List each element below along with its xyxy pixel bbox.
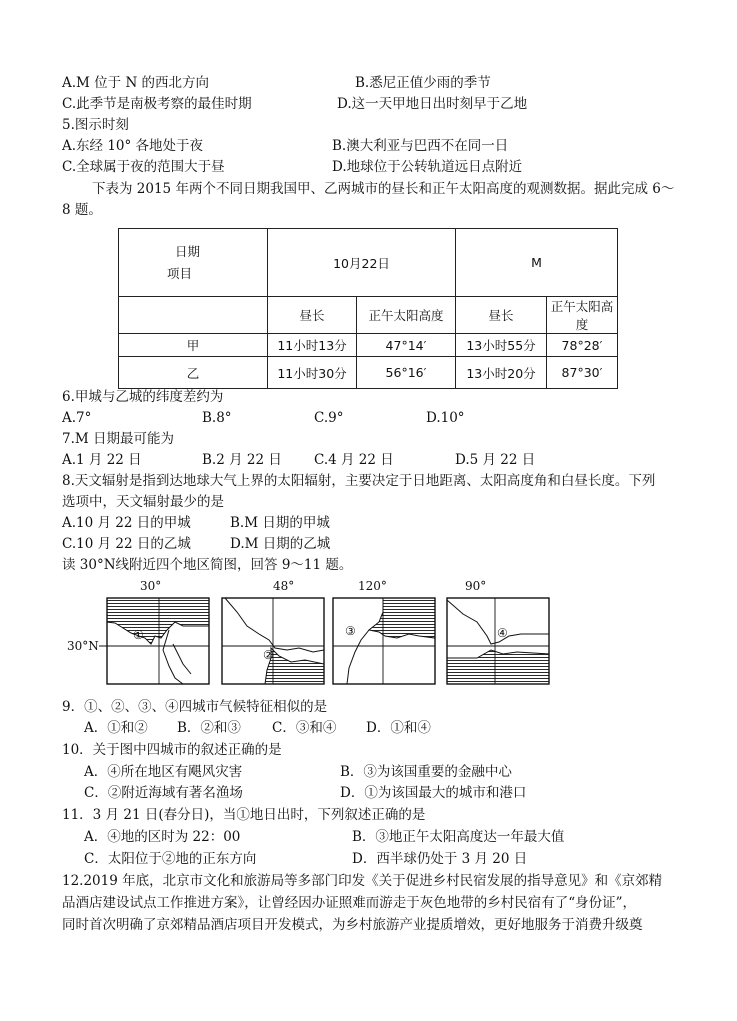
q10-option-a: A．④所在地区有飓风灾害 [84,764,243,780]
q8-option-b: B.M 日期的甲城 [230,515,330,531]
table-cell: 87°30′ [547,357,618,389]
q5-option-a: A.东经 10° 各地处于夜 [62,138,204,154]
map-3-longitude: 120° [358,579,387,593]
q7-stem: 7.M 日期最可能为 [62,431,174,447]
map-2-longitude: 48° [273,579,295,593]
table-cell: 78°28′ [547,334,618,357]
q11-option-a: A．④地的区时为 22：00 [84,829,241,845]
q7-option-d: D.5 月 22 日 [455,452,536,468]
table-row [119,334,618,357]
table-col-daylength-1: 昼长 [268,297,357,334]
table-corner-date: 日期 [175,243,201,259]
q10-option-d: D．①为该国最大的城市和港口 [340,785,527,801]
q6-stem: 6.甲城与乙城的纬度差约为 [62,389,224,405]
q6-option-d: D.10° [426,410,465,426]
q9-option-b: B．②和③ [177,720,241,736]
table-col-noon-altitude-2: 正午太阳高度 [547,297,618,334]
q11-stem: 11．3 月 21 日(春分日)，当①地日出时，下列叙述正确的是 [62,807,426,823]
q11-option-d: D．西半球仍处于 3 月 20 日 [352,851,528,867]
q11-option-c: C．太阳位于②地的正东方向 [84,851,257,867]
q12-line2: 品酒店建设试点工作推进方案》，让曾经因办证照难而游走于灰色地带的乡村民宿有了“身份证”， [62,895,637,911]
table-date-10-22: 10月22日 [268,229,456,297]
q8-option-d: D.M 日期的乙城 [230,536,331,552]
table-cell: 56°16′ [357,357,456,389]
q5-option-c: C.全球属于夜的范围大于昼 [62,159,225,175]
q10-option-b: B．③为该国重要的金融中心 [340,764,512,780]
q10-option-c: C．②附近海域有著名渔场 [84,785,243,801]
latitude-label: 30°N [67,639,99,653]
q5-option-b: B.澳大利亚与巴西不在同一日 [332,138,509,154]
map-1 [99,579,209,684]
q8-stem-line2: 选项中，天文辐射最少的是 [62,494,224,510]
four-region-maps [65,578,625,688]
q9-option-a: A．①和② [84,720,148,736]
map-1-marker: ① [133,628,144,642]
q7-option-a: A.1 月 22 日 [62,452,142,468]
q9-option-c: C．③和④ [272,720,337,736]
table-intro-line2: 8 题。 [62,202,102,218]
map-2-marker: ② [263,648,274,662]
q12-line1: 12.2019 年底，北京市文化和旅游局等多部门印发《关于促进乡村民宿发展的指导意见》和《京郊精 [62,873,663,889]
q8-stem-line1: 8.天文辐射是指到达地球大气上界的太阳辐射，主要决定于日地距离、太阳高度角和白昼长度。下列 [62,473,656,489]
map-1-longitude: 30° [140,579,162,593]
q8-option-a: A.10 月 22 日的甲城 [62,515,191,531]
table-cell: 13小时55分 [456,334,547,357]
q11-option-b: B．③地正午太阳高度达一年最大值 [352,829,565,845]
q8-option-c: C.10 月 22 日的乙城 [62,536,191,552]
table-empty-header [119,297,268,334]
map-3-marker: ③ [345,624,356,638]
map-4-longitude: 90° [465,579,487,593]
q6-option-a: A.7° [62,410,92,426]
q4-option-c: C.此季节是南极考察的最佳时期 [62,96,252,112]
q9-option-d: D．①和④ [366,720,431,736]
q12-line3: 同时首次明确了京郊精品酒店项目开发模式，为乡村旅游产业提质增效，更好地服务于消费升级奠 [62,917,643,933]
table-row [119,357,618,389]
q6-option-b: B.8° [202,410,232,426]
table-cell: 11小时13分 [268,334,357,357]
map-4 [447,579,549,684]
q4-option-a: A.M 位于 N 的西北方向 [62,75,210,91]
table-intro-line1: 下表为 2015 年两个不同日期我国甲、乙两城市的昼长和正午太阳高度的观测数据。据此完成 6～ [92,181,675,197]
observation-table [118,228,618,389]
table-corner-cell [119,229,268,297]
q5-stem: 5.图示时刻 [62,117,129,133]
q7-option-c: C.4 月 22 日 [314,452,394,468]
q5-option-d: D.地球位于公转轨道远日点附近 [332,159,523,175]
table-date-m: M [456,229,618,297]
table-col-daylength-2: 昼长 [456,297,547,334]
table-corner-item: 项目 [167,265,193,281]
q9-stem: 9．①、②、③、④四城市气候特征相似的是 [62,699,328,715]
map-4-marker: ④ [497,626,508,640]
table-row-city: 甲 [119,334,268,357]
table-cell: 47°14′ [357,334,456,357]
map-2 [222,579,324,684]
q4-option-d: D.这一天甲地日出时刻早于乙地 [337,96,528,112]
map-3 [333,579,435,684]
table-col-noon-altitude-1: 正午太阳高度 [357,297,456,334]
table-cell: 13小时20分 [456,357,547,389]
q10-stem: 10．关于图中四城市的叙述正确的是 [62,742,282,758]
table-cell: 11小时30分 [268,357,357,389]
q4-option-b: B.悉尼正值少雨的季节 [355,75,491,91]
table-row-city: 乙 [119,357,268,389]
q7-option-b: B.2 月 22 日 [202,452,282,468]
map-intro: 读 30°N线附近四个地区简图，回答 9～11 题。 [62,557,353,573]
q6-option-c: C.9° [314,410,344,426]
